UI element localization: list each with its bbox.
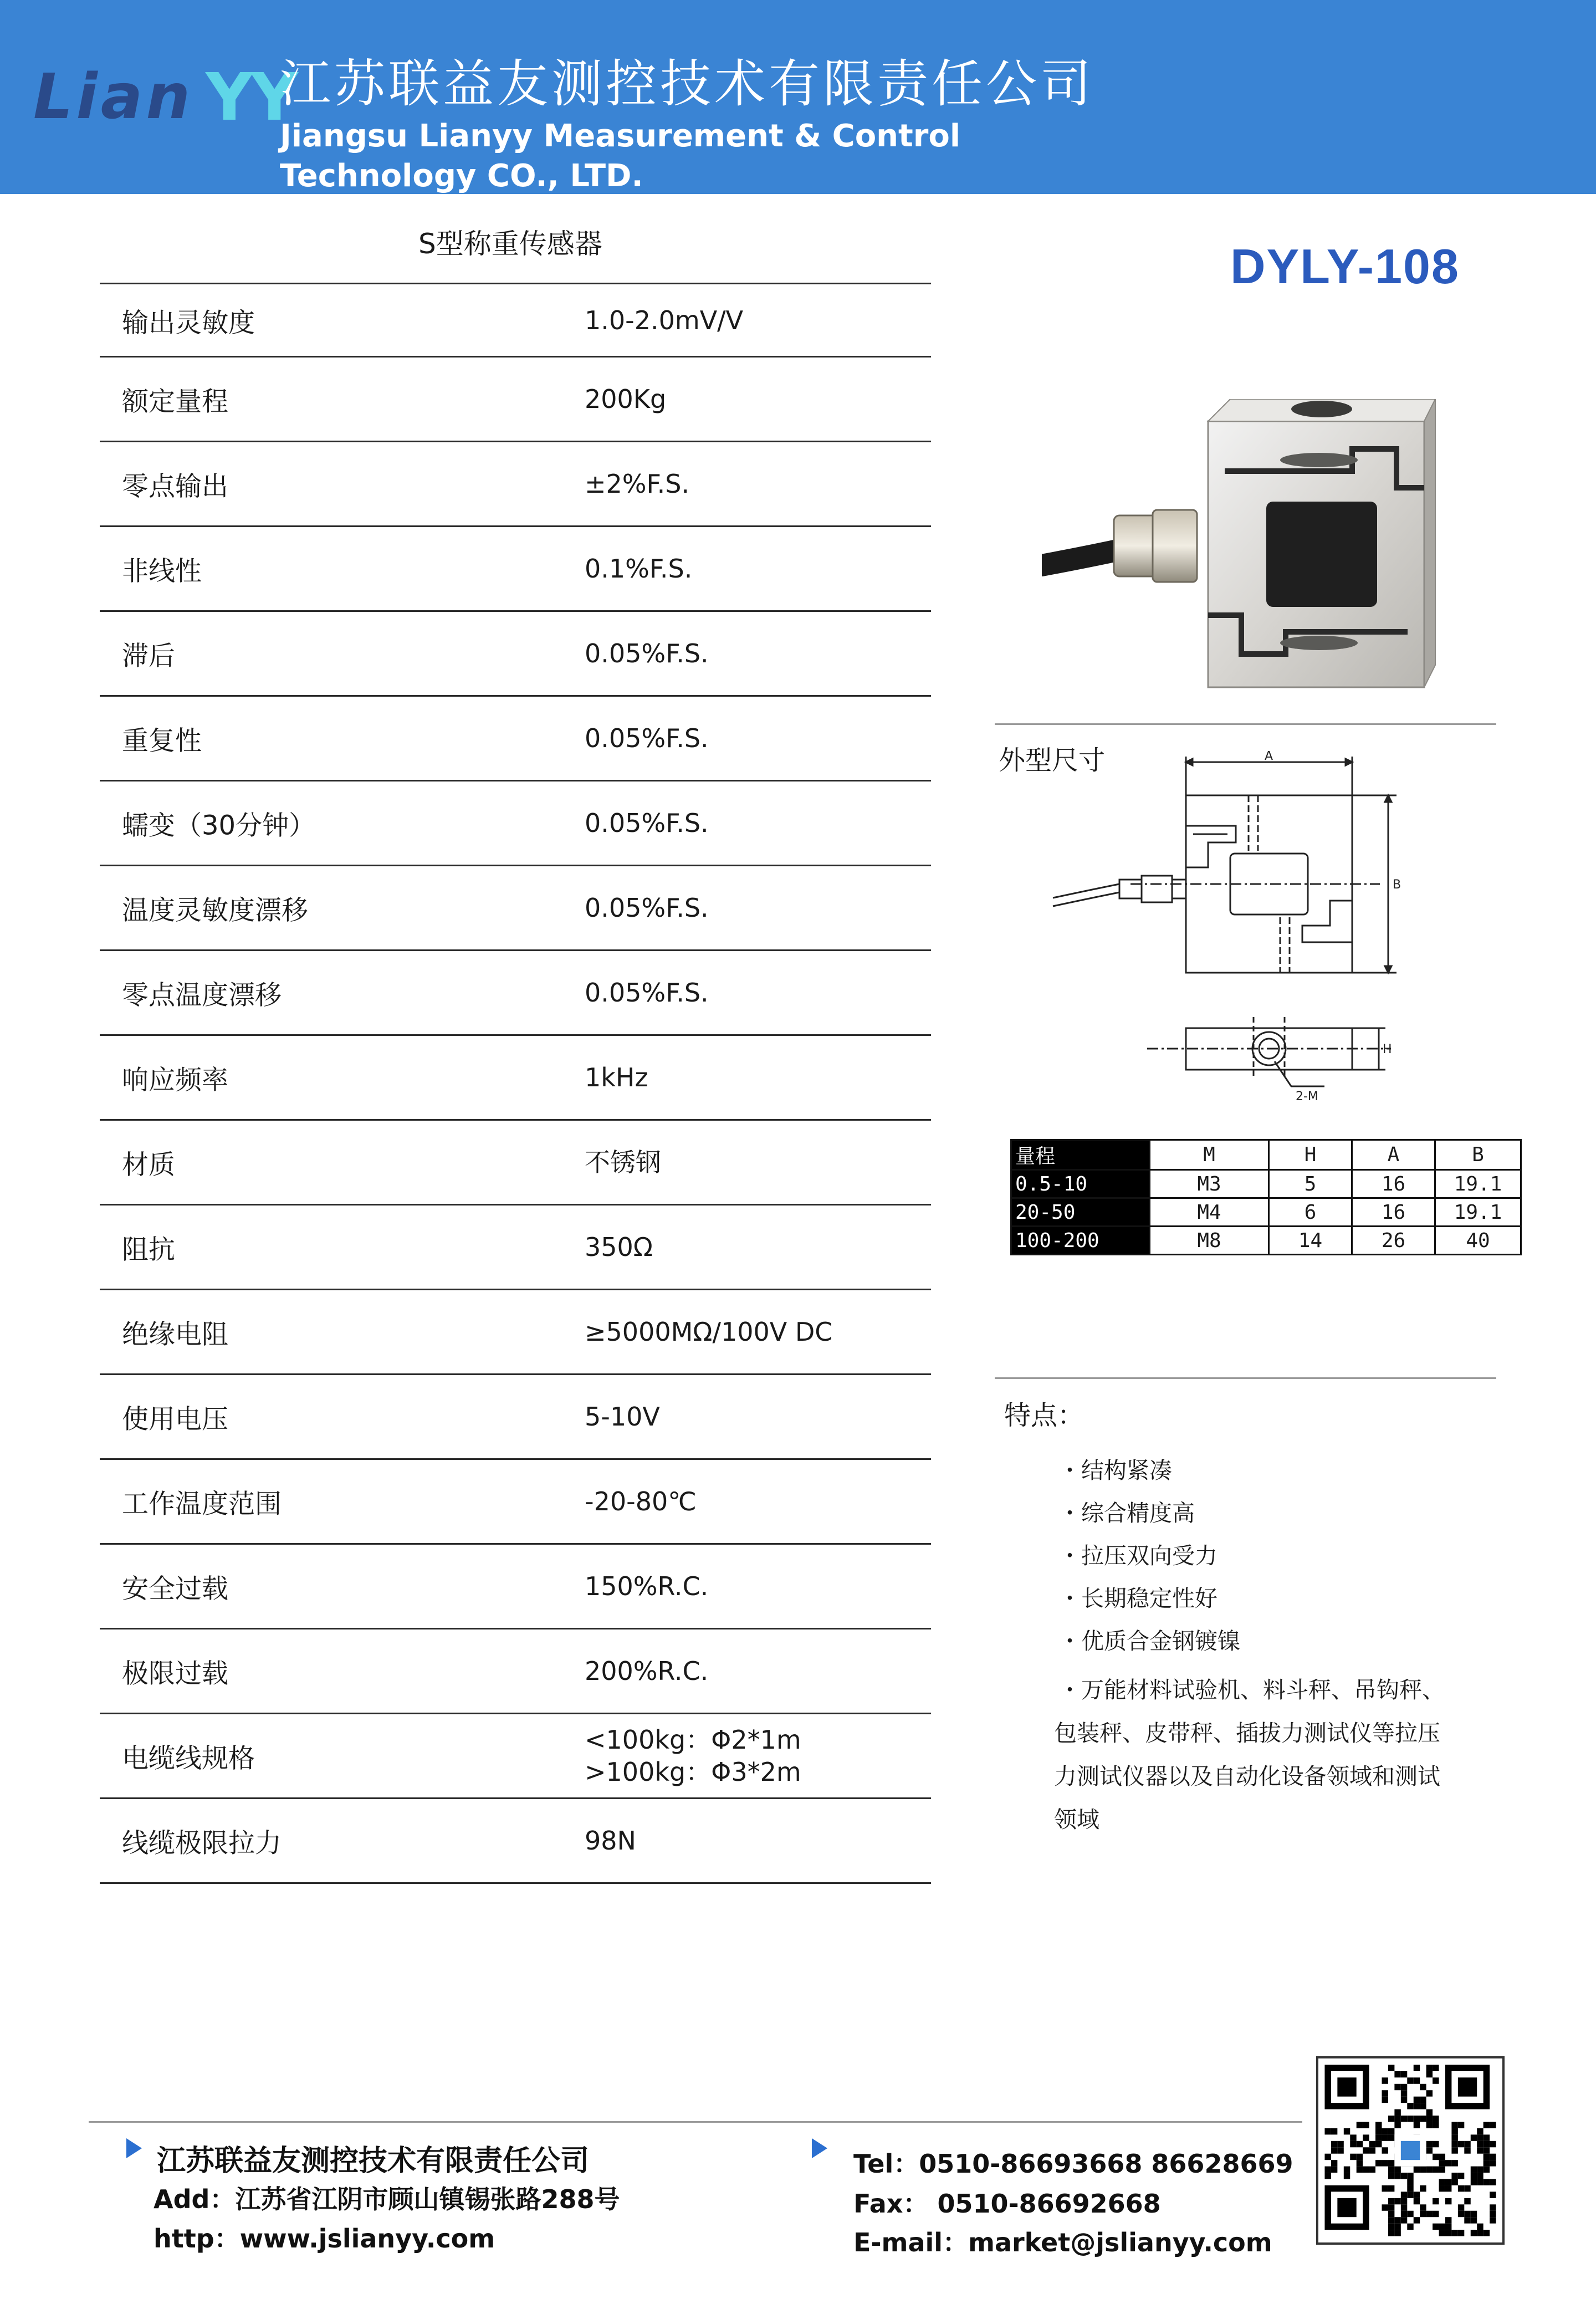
- dimension-table: [1010, 1139, 1522, 1255]
- feature-item: ・综合精度高: [1058, 1500, 1195, 1526]
- divider-features: [995, 1377, 1496, 1379]
- footer-email[interactable]: E-mail：market@jslianyy.com: [853, 2228, 1272, 2257]
- spec-value: 0.05%F.S.: [585, 808, 709, 838]
- spec-row: [100, 442, 931, 527]
- spec-value: 98N: [585, 1826, 636, 1856]
- dimension-cell: B: [1435, 1140, 1521, 1170]
- spec-row: [100, 357, 931, 442]
- dimension-cell: 5: [1269, 1170, 1352, 1198]
- spec-row: [100, 1714, 931, 1799]
- feature-application-line: ・万能材料试验机、料斗秤、吊钩秤、: [1058, 1677, 1445, 1703]
- feature-application-line: 领域: [1054, 1806, 1099, 1833]
- dimension-cell: M: [1150, 1140, 1269, 1170]
- spec-row: [100, 781, 931, 866]
- dimension-cell: 16: [1352, 1170, 1435, 1198]
- dimensions-title: 外型尺寸: [999, 745, 1106, 776]
- spec-row: [100, 1629, 931, 1714]
- dimension-table-row: [1011, 1198, 1521, 1227]
- spec-row: [100, 1036, 931, 1121]
- qr-code-icon: [1316, 2056, 1505, 2245]
- spec-row: [100, 951, 931, 1036]
- dimension-cell: 40: [1435, 1227, 1521, 1255]
- product-photo: [1042, 399, 1452, 698]
- spec-label: 重复性: [122, 725, 202, 757]
- spec-value: 0.05%F.S.: [585, 978, 709, 1008]
- spec-label: 材质: [122, 1149, 176, 1181]
- spec-value: 350Ω: [585, 1232, 653, 1262]
- logo-text: Lian: [33, 61, 194, 133]
- dim-label-a: A: [1265, 751, 1273, 763]
- dimension-cell: M4: [1150, 1198, 1269, 1227]
- spec-value: ±2%F.S.: [585, 469, 690, 499]
- feature-application-line: 包装秤、皮带秤、插拔力测试仪等拉压: [1054, 1720, 1440, 1746]
- dimension-table-row: [1011, 1170, 1521, 1198]
- spec-label: 零点输出: [122, 471, 229, 502]
- dimension-cell: 19.1: [1435, 1198, 1521, 1227]
- spec-row: [100, 1799, 931, 1884]
- spec-value: 150%R.C.: [585, 1571, 709, 1601]
- footer-divider: [89, 2121, 1302, 2123]
- bullet-triangle-icon: [126, 2138, 142, 2158]
- footer-fax: Fax： 0510-86692668: [853, 2189, 1161, 2219]
- logo-accent: YY: [206, 59, 296, 135]
- spec-row: [100, 1375, 931, 1460]
- feature-item: ・长期稳定性好: [1058, 1585, 1218, 1612]
- spec-label: 输出灵敏度: [122, 307, 255, 338]
- features-title: 特点：: [1004, 1400, 1085, 1431]
- spec-value: 不锈钢: [585, 1147, 661, 1177]
- dimension-cell: 19.1: [1435, 1170, 1521, 1198]
- dimension-cell: H: [1269, 1140, 1352, 1170]
- spec-row: [100, 1460, 931, 1545]
- dimension-cell: M8: [1150, 1227, 1269, 1255]
- footer-address: Add：江苏省江阴市顾山镇锡张路288号: [154, 2184, 620, 2214]
- dimension-cell: M3: [1150, 1170, 1269, 1198]
- dim-label-h: H: [1383, 1043, 1392, 1056]
- spec-value: <100kg：Φ2*1m >100kg：Φ3*2m: [585, 1725, 801, 1787]
- company-name-en: Jiangsu Lianyy Measurement & Control Technology CO., LTD.: [280, 118, 961, 194]
- spec-value: 1.0-2.0mV/V: [585, 305, 744, 335]
- spec-value: 1kHz: [585, 1062, 648, 1092]
- dimension-cell: 16: [1352, 1198, 1435, 1227]
- spec-row: [100, 697, 931, 781]
- dimension-range-cell: 量程: [1011, 1140, 1150, 1170]
- spec-label: 工作温度范围: [122, 1488, 282, 1520]
- company-name-cn: 江苏联益友测控技术有限责任公司: [280, 54, 1095, 114]
- footer-tel: Tel：0510-86693668 86628669: [853, 2149, 1293, 2179]
- footer-company: 江苏联益友测控技术有限责任公司: [157, 2144, 590, 2178]
- spec-label: 安全过载: [122, 1573, 229, 1605]
- spec-row: [100, 527, 931, 612]
- spec-label: 蠕变（30分钟）: [122, 810, 316, 841]
- dimension-cell: 26: [1352, 1227, 1435, 1255]
- spec-label: 零点温度漂移: [122, 979, 282, 1011]
- spec-row: [100, 1545, 931, 1629]
- spec-label: 非线性: [122, 555, 202, 587]
- spec-value: ≥5000MΩ/100V DC: [585, 1317, 833, 1347]
- spec-value: 0.05%F.S.: [585, 893, 709, 923]
- feature-item: ・拉压双向受力: [1058, 1542, 1218, 1569]
- company-logo: [33, 55, 296, 139]
- divider-dimensions: [995, 723, 1496, 725]
- spec-label: 极限过载: [122, 1658, 229, 1689]
- footer-website[interactable]: http：www.jslianyy.com: [154, 2224, 495, 2254]
- spec-table: [100, 284, 931, 1884]
- dimension-drawing: [1047, 751, 1408, 1106]
- dimension-range-cell: 0.5-10: [1011, 1170, 1150, 1198]
- spec-row: [100, 1290, 931, 1375]
- dim-label-m: 2-M: [1296, 1090, 1318, 1104]
- dimension-table-row: [1011, 1227, 1521, 1255]
- spec-label: 绝缘电阻: [122, 1319, 229, 1350]
- feature-item: ・结构紧凑: [1058, 1457, 1172, 1484]
- spec-value: 0.05%F.S.: [585, 638, 709, 668]
- spec-label: 响应频率: [122, 1064, 229, 1096]
- dim-label-b: B: [1393, 878, 1401, 892]
- spec-row: [100, 1205, 931, 1290]
- bullet-triangle-icon: [812, 2138, 827, 2158]
- spec-label: 滞后: [122, 640, 176, 672]
- spec-title: S型称重传感器: [418, 228, 602, 260]
- feature-application-line: 力测试仪器以及自动化设备领域和测试: [1054, 1763, 1440, 1790]
- spec-label: 额定量程: [122, 386, 229, 417]
- model-number: DYLY-108: [1230, 239, 1460, 294]
- features-application: [1054, 1668, 1485, 1841]
- dimension-range-cell: 20-50: [1011, 1198, 1150, 1227]
- spec-label: 使用电压: [122, 1403, 229, 1435]
- spec-value: -20-80℃: [585, 1486, 697, 1516]
- spec-label: 电缆线规格: [122, 1743, 255, 1774]
- spec-label: 线缆极限拉力: [122, 1827, 282, 1859]
- dimension-range-cell: 100-200: [1011, 1227, 1150, 1255]
- spec-row: [100, 284, 931, 357]
- spec-row: [100, 612, 931, 697]
- dimension-cell: 6: [1269, 1198, 1352, 1227]
- dimension-table-row: [1011, 1140, 1521, 1170]
- feature-item: ・优质合金钢镀镍: [1058, 1628, 1240, 1654]
- spec-row: [100, 1121, 931, 1205]
- spec-row: [100, 866, 931, 951]
- spec-value: 0.05%F.S.: [585, 723, 709, 753]
- spec-value: 200Kg: [585, 384, 667, 414]
- spec-value: 5-10V: [585, 1402, 660, 1432]
- dimension-cell: A: [1352, 1140, 1435, 1170]
- dimension-cell: 14: [1269, 1227, 1352, 1255]
- spec-label: 温度灵敏度漂移: [122, 895, 309, 926]
- spec-value: 200%R.C.: [585, 1656, 709, 1686]
- spec-label: 阻抗: [122, 1234, 176, 1265]
- spec-value: 0.1%F.S.: [585, 554, 693, 584]
